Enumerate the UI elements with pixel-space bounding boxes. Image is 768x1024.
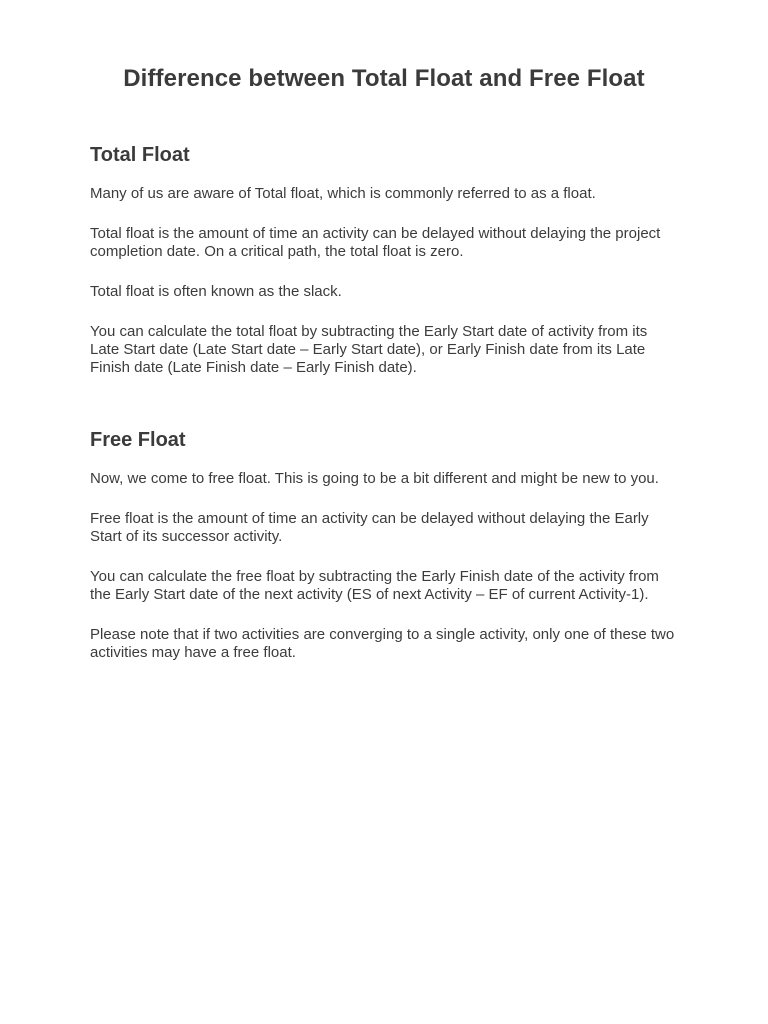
paragraph: Now, we come to free float. This is going to be a bit different and might be new to you. (90, 470, 659, 487)
section-total-float (90, 142, 678, 377)
section-heading-free-float: Free Float (90, 429, 186, 451)
paragraph: You can calculate the free float by subtracting the Early Finish date of the activity from the Early Start date of the next activity (ES of next Activity – EF of current Activity-1). (90, 568, 659, 603)
paragraph: Please note that if two activities are converging to a single activity, only one of these two activities may have a free float. (90, 626, 675, 661)
paragraph: Total float is often known as the slack. (90, 283, 342, 300)
section-free-float (90, 427, 678, 662)
section-heading-total-float: Total Float (90, 144, 190, 166)
paragraph: Total float is the amount of time an activity can be delayed without delaying the project completion date. On a critical path, the total float is zero. (90, 225, 661, 260)
paragraph: Free float is the amount of time an activity can be delayed without delaying the Early Start of its successor activity. (90, 510, 649, 545)
paragraph: You can calculate the total float by subtracting the Early Start date of activity from its Late Start date (Late Start date – Early Start date), or Early Finish date from its Late Finish date (Late Finish date – Early Finish date). (90, 323, 648, 376)
document-title: Difference between Total Float and Free Float (123, 65, 645, 92)
paragraph: Many of us are aware of Total float, which is commonly referred to as a float. (90, 185, 596, 202)
